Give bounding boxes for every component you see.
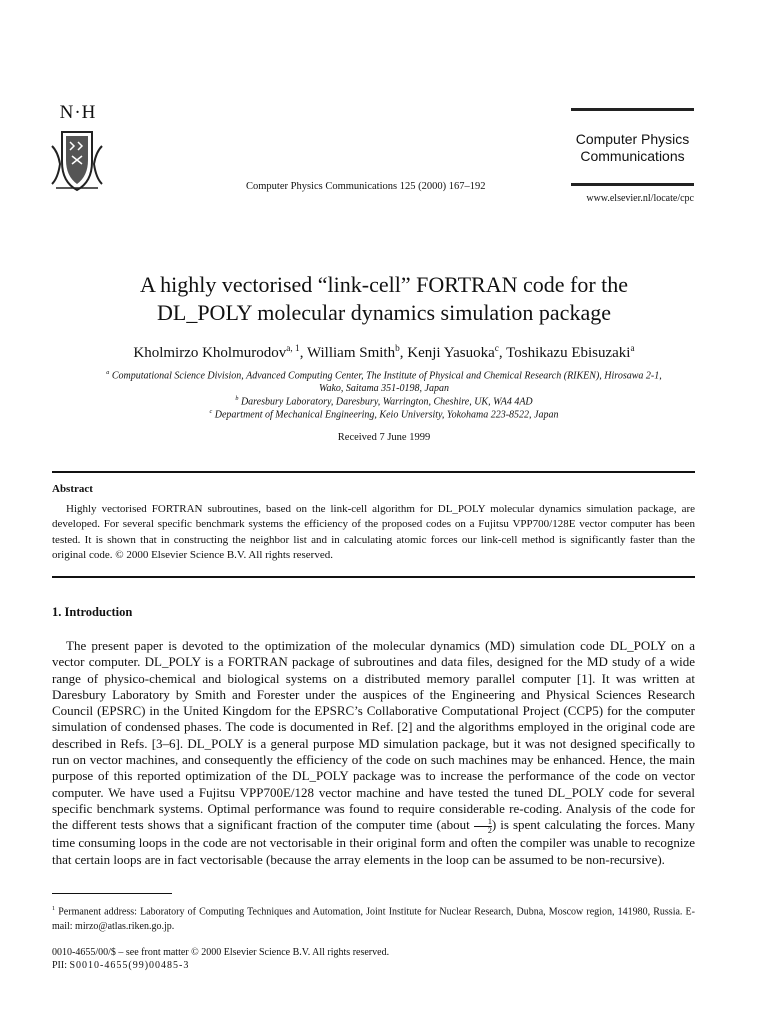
fraction-numerator: 1 (487, 817, 492, 827)
section-body (52, 638, 695, 868)
abstract-rule-bottom (52, 576, 695, 578)
affiliation-mark: a (106, 369, 110, 376)
author-name: Kenji Yasuoka (407, 345, 495, 361)
pii-label: PII: (52, 960, 67, 971)
journal-citation: Computer Physics Communications 125 (2000) 167–192 (246, 181, 486, 192)
affiliation-text: Wako, Saitama 351-0198, Japan (319, 383, 449, 395)
footnote (52, 901, 695, 934)
publisher-logo-text: N·H (59, 102, 97, 123)
footnote-rule (52, 893, 172, 894)
abstract-text: Highly vectorised FORTRAN subroutines, based on the link-cell algorithm for DL_POLY molecular dynamics simulation package, are developed. For several specific benchmark systems the efficiency of the proposed codes on a Fujitsu VPP700/128E vector computer has been tested. It is shown that in constructing the neighbor list and in calculating atomic forces our link-cell method is significantly faster than the original code. © 2000 Elsevier Science B.V. All rights reserved. (52, 503, 695, 561)
paragraph-text: The present paper is devoted to the optimization of the molecular dynamics (MD) simulation code DL_POLY on a vector computer. DL_POLY is a FORTRAN package of subroutines and data files, designed for the MD study of a wide range of physico-chemical and biological systems on a distributed memory parallel computer [1]. It was written at Daresbury Laboratory by Smith and Forester under the auspices of the Engineering and Physical Sciences Research Council (EPSRC) in the United Kingdom for the EPSRC’s Collaborative Computational Project (CCP5) for the computer simulation of condensed phases. The code is documented in Ref. [2] and the algorithms employed in the original code are described in Refs. [3–6]. DL_POLY is a general purpose MD simulation package, but it was not designed specifically to run on vector machines, and consequently the efficiency of the code on such machines may be enhanced. Hence, the main purpose of this reported optimization of the DL_POLY package was to increase the performance of the code on vector computer. We have used a Fujitsu VPP700E/128 vector machine and have tested the tuned DL_POLY code for several specific benchmark systems. Optimal performance was found to require considerable re-coding. Analysis of the code for the different tests shows that a significant fraction of the computer time (about (52, 638, 695, 833)
affiliation-text: Daresbury Laboratory, Daresbury, Warrington, Cheshire, UK, WA4 4AD (240, 396, 533, 408)
publisher-logo-icon (48, 102, 106, 194)
footnote-mark: 1 (52, 905, 56, 912)
received-date: Received 7 June 1999 (337, 432, 431, 443)
paragraph-text: ) is spent calculating the forces. Many time consuming loops in the code are not vectorisable in their original form and often the compiler was unable to recognize that certain loops are in fact vectorisable (because the array elements in the loop can be assumed to be non-recursive). (52, 817, 696, 867)
affiliation-a (50, 366, 718, 395)
author-affil-mark: c (494, 344, 499, 354)
author-name: Kholmirzo Kholmurodov (133, 345, 287, 361)
author-name: William Smith (306, 345, 396, 361)
author-name: Toshikazu Ebisuzaki (506, 345, 631, 361)
author-list: Kholmirzo Kholmurodov$^{a, 1}$, William Smith$^b$, Kenji Yasuoka$^c$, Toshikazu Ebisuzaki$^a$ (133, 344, 635, 361)
affiliation-mark: c (209, 408, 213, 415)
author-affil-mark: a, 1 (286, 344, 300, 354)
abstract-heading: Abstract (52, 483, 93, 495)
affiliation-mark: b (235, 395, 239, 402)
fraction-denominator: 2 (474, 826, 492, 835)
author-affil-mark: a (630, 344, 635, 354)
paper-title (40, 271, 728, 327)
author-affil-mark: b (395, 344, 400, 354)
journal-name-line2: Communications (580, 148, 685, 164)
abstract-body (52, 502, 695, 563)
affiliation-c (50, 405, 718, 421)
abstract-rule-top (52, 471, 695, 473)
affiliation-text: Department of Mechanical Engineering, Keio University, Yokohama 223-8522, Japan (214, 409, 559, 421)
fraction-one-half (474, 818, 492, 835)
journal-name (571, 131, 694, 165)
journal-rule-top (571, 108, 694, 111)
section-heading: 1. Introduction (52, 605, 133, 619)
journal-rule-bottom (571, 183, 694, 186)
journal-name-line1: Computer Physics (575, 131, 690, 147)
journal-url: www.elsevier.nl/locate/cpc (586, 193, 694, 204)
front-matter (52, 946, 389, 972)
section-paragraph (52, 638, 695, 868)
issn-line: 0010-4655/00/$ – see front matter © 2000 Elsevier Science B.V. All rights reserved. (52, 947, 390, 958)
paper-title-line1: A highly vectorised “link-cell” FORTRAN code for the (139, 272, 629, 297)
footnote-text: Permanent address: Laboratory of Computing Techniques and Automation, Joint Institute for Nuclear Research, Dubna, Moscow region, 141980, Russia. E-mail: mirzo@atlas.riken.go.jp. (52, 906, 695, 933)
pii-code: S0010-4655(99)00485-3 (69, 960, 190, 971)
pii-line (52, 959, 389, 972)
paper-title-line2: DL_POLY molecular dynamics simulation package (157, 300, 611, 325)
affiliation-text: Computational Science Division, Advanced Computing Center, The Institute of Physical and Chemical Research (RIKEN), Hirosawa 2-1, (111, 370, 662, 382)
